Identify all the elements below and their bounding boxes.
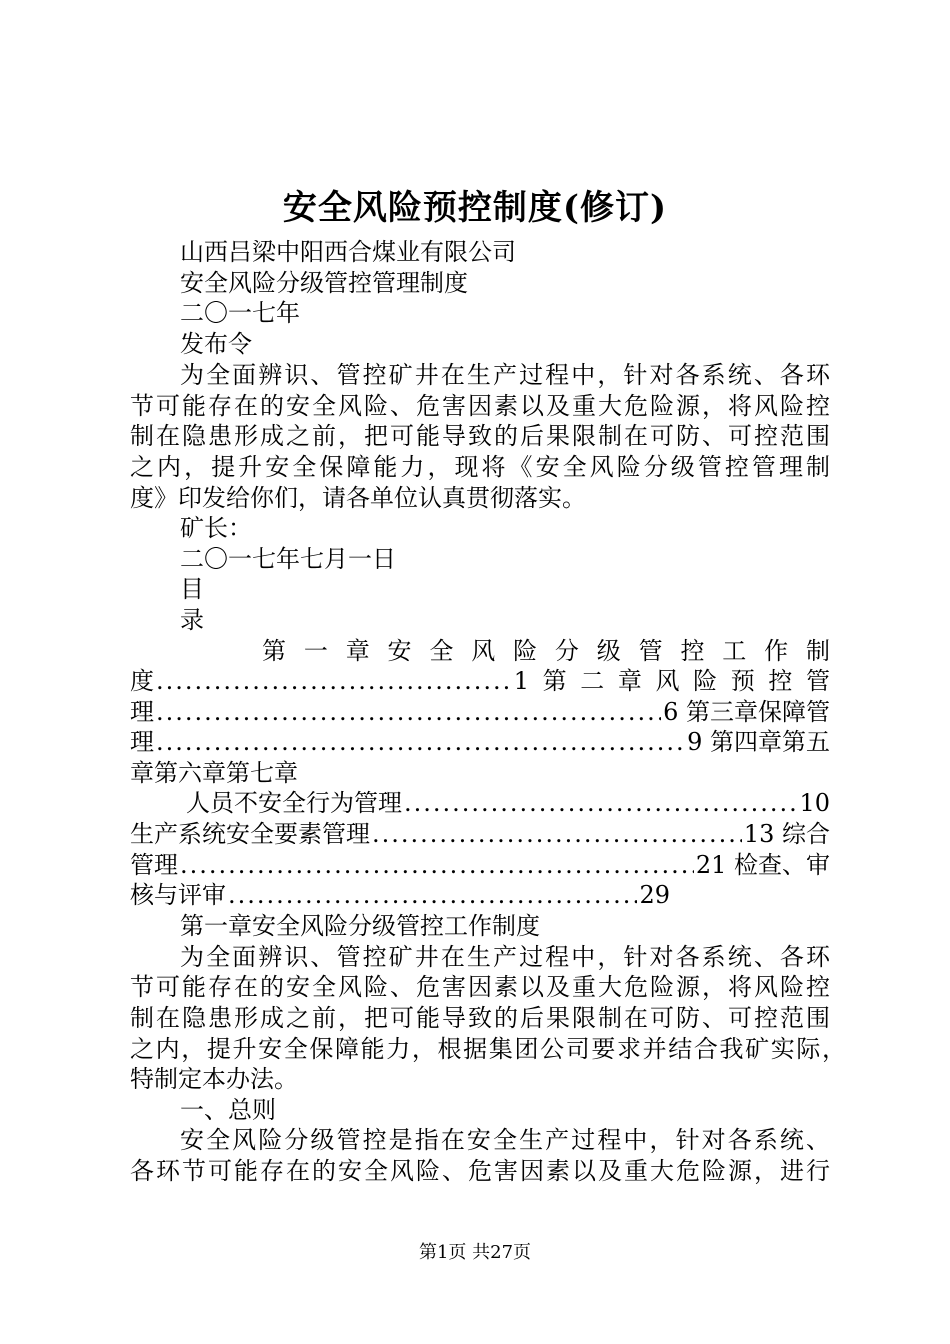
toc-entry-tail: 10 <box>799 789 830 817</box>
toc-entry <box>186 788 830 818</box>
chapter-paragraph-line: 为全面辨识、管控矿井在生产过程中，针对各系统、各环 <box>180 943 830 971</box>
toc-heading-lu: 录 <box>180 606 204 634</box>
toc-entry-label: 管理 <box>130 851 178 879</box>
toc-entry-label: 生产系统安全要素管理 <box>130 820 370 848</box>
decree-paragraph-line: 之内，提升安全保障能力，现将《安全风险分级管控管理制 <box>130 453 830 481</box>
toc-leader-dots <box>404 788 797 818</box>
decree-paragraph-line: 度》印发给你们，请各单位认真贯彻落实。 <box>130 484 586 512</box>
chapter-paragraph-line: 之内，提升安全保障能力，根据集团公司要求并结合我矿实际， <box>130 1035 846 1063</box>
toc-entry-tail: 6 第三章保障管 <box>663 698 830 726</box>
toc-leader-dots <box>156 727 685 757</box>
toc-entry: 章第六章第七章 <box>130 759 298 787</box>
chapter-paragraph-line: 制在隐患形成之前，把可能导致的后果限制在可防、可控范围 <box>130 1004 830 1032</box>
toc-entry-tail: 13 综合 <box>743 820 830 848</box>
toc-entry <box>130 666 830 696</box>
section-heading: 一、总则 <box>180 1096 276 1124</box>
toc-leader-dots <box>156 666 512 696</box>
toc-entry: 第 一 章 安 全 风 险 分 级 管 控 工 作 制 <box>262 637 830 665</box>
toc-entry <box>130 880 670 910</box>
toc-entry-tail: 29 <box>639 881 670 909</box>
toc-entry-label: 人员不安全行为管理 <box>186 789 402 817</box>
toc-entry-tail: 21 检查、审 <box>695 851 830 879</box>
toc-leader-dots <box>180 850 694 880</box>
toc-entry-label: 核与评审 <box>130 881 226 909</box>
toc-entry <box>130 850 830 880</box>
toc-entry <box>130 727 830 757</box>
signature-title: 矿长： <box>180 514 252 542</box>
section-paragraph-line: 安全风险分级管控是指在安全生产过程中，针对各系统、 <box>180 1126 830 1154</box>
document-title: 安全风险预控制度(修订) <box>282 188 668 228</box>
decree-paragraph-line: 制在隐患形成之前，把可能导致的后果限制在可防、可控范围 <box>130 422 830 450</box>
chapter-paragraph-line: 节可能存在的安全风险、危害因素以及重大危险源，将风险控 <box>130 973 830 1001</box>
toc-leader-dots <box>372 819 742 849</box>
toc-heading-mu: 目 <box>180 575 204 603</box>
decree-heading: 发布令 <box>180 330 252 358</box>
company-name: 山西吕梁中阳西合煤业有限公司 <box>180 238 516 266</box>
regulation-name: 安全风险分级管控管理制度 <box>180 269 468 297</box>
issue-year: 二〇一七年 <box>180 299 300 327</box>
section-paragraph-line: 各环节可能存在的安全风险、危害因素以及重大危险源，进行 <box>130 1157 830 1185</box>
toc-entry-label: 理 <box>130 728 154 756</box>
toc-entry-label: 理 <box>130 698 154 726</box>
signature-date: 二〇一七年七月一日 <box>180 545 396 573</box>
toc-entry-tail: 1 第 二 章 风 险 预 控 管 <box>513 667 830 695</box>
toc-entry <box>130 697 830 727</box>
page-number-footer: 第1页 共27页 <box>418 1242 532 1263</box>
toc-leader-dots <box>228 880 637 910</box>
toc-entry-tail: 9 第四章第五 <box>687 728 830 756</box>
chapter-paragraph-line: 特制定本办法。 <box>130 1065 298 1093</box>
chapter-heading: 第一章安全风险分级管控工作制度 <box>180 912 540 940</box>
toc-leader-dots <box>156 697 661 727</box>
toc-entry <box>130 819 830 849</box>
decree-paragraph-line: 为全面辨识、管控矿井在生产过程中，针对各系统、各环 <box>180 361 830 389</box>
decree-paragraph-line: 节可能存在的安全风险、危害因素以及重大危险源，将风险控 <box>130 392 830 420</box>
toc-entry-label: 度 <box>130 667 154 695</box>
